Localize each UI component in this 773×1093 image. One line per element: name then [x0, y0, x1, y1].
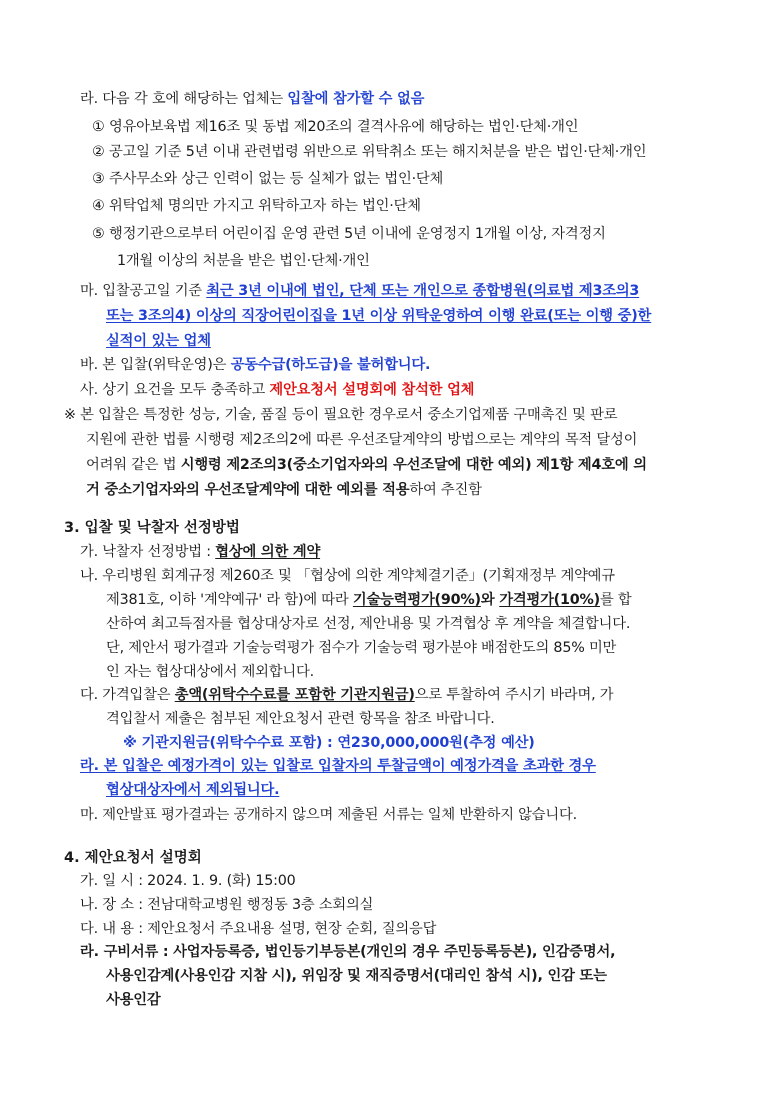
ma-text: 마. 입찰공고일 기준	[80, 283, 207, 299]
ma-emphasis-3: 실적이 있는 업체	[106, 333, 211, 349]
s3-na-price-eval: 가격평가(10%)	[499, 592, 600, 608]
ma-line-1	[80, 282, 639, 300]
ra-item-5-cont: 1개월 이상의 처분을 받은 법인·단체·개인	[117, 253, 370, 269]
note-line-1: ※ 본 입찰은 특정한 성능, 기술, 품질 등이 필요한 경우로서 중소기업제품 구매촉진 및 판로	[64, 407, 618, 423]
ra-item-5: ⑤ 행정기관으로부터 어린이집 운영 관련 5년 이내에 운영정지 1개월 이상, 자격정지	[92, 226, 606, 242]
s3-na-line-2-mid: 와	[480, 592, 500, 608]
note-line-4-text: 하여 추진함	[409, 482, 482, 498]
s4-ra-line-2: 사용인감계(사용인감 지참 시), 위임장 및 재직증명서(대리인 참석 시), 인감 또는	[106, 968, 607, 984]
s3-da-post: 으로 투찰하여 주시기 바라며, 가	[414, 687, 614, 703]
ba-text: 바. 본 입찰(위탁운영)은	[80, 357, 231, 373]
s3-na-line-4: 단, 제안서 평가결과 기술능력평가 점수가 기술능력 평가분야 배점한도의 85% 미만	[106, 640, 617, 656]
section-3-title: 3. 입찰 및 낙찰자 선정방법	[64, 520, 240, 536]
s3-na-tech-eval: 기술능력평가(90%)	[352, 592, 481, 608]
ba-emphasis: 공동수급(하도급)을 불허합니다.	[230, 357, 431, 373]
ra-item-4: ④ 위탁업체 명의만 가지고 위탁하고자 하는 법인·단체	[92, 198, 421, 214]
s3-ra-line-2: 협상대상자에서 제외됩니다.	[106, 782, 280, 798]
sa-line	[80, 381, 474, 399]
note-line-3-bold: 시행령 제2조의3(중소기업자와의 우선조달에 대한 예외) 제1항 제4호에 의	[180, 457, 647, 473]
section-4-title: 4. 제안요청서 설명회	[64, 850, 202, 866]
ra-item-1: ① 영유아보육법 제16조 및 동법 제20조의 결격사유에 해당하는 법인·단체·개인	[92, 119, 579, 135]
s3-da-emphasis: 총액(위탁수수료를 포함한 기관지원금)	[174, 687, 415, 703]
s3-da-text: 다. 가격입찰은	[80, 687, 175, 703]
s3-na-line-1: 나. 우리병원 회계규정 제260조 및 「협상에 의한 계약체결기준」(기획재정부 계약예규	[80, 568, 615, 584]
note-line-3	[86, 456, 647, 474]
ma-emphasis-2: 또는 3조의4) 이상의 직장어린이집을 1년 이상 위탁운영하여 이행 완료(또는 이행 중)한	[106, 308, 652, 324]
s3-na-line-5: 인 자는 협상대상에서 제외합니다.	[106, 664, 314, 680]
ra-emphasis: 입찰에 참가할 수 없음	[287, 91, 425, 107]
s3-ra-line-1: 라. 본 입찰은 예정가격이 있는 입찰로 입찰자의 투찰금액이 예정가격을 초과한 경우	[80, 758, 596, 774]
ra-item-3: ③ 주사무소와 상근 인력이 없는 등 실체가 없는 법인·단체	[92, 171, 444, 187]
s3-ga-text: 가. 낙찰자 선정방법 :	[80, 544, 216, 560]
s3-da-line-1	[80, 686, 613, 704]
s3-da-line-2: 격입찰서 제출은 첨부된 제안요청서 관련 항목을 참조 바랍니다.	[106, 711, 495, 727]
s3-ma-line: 마. 제안발표 평가결과는 공개하지 않으며 제출된 서류는 일체 반환하지 않습니다.	[80, 807, 577, 823]
note-line-4-bold: 거 중소기업자와의 우선조달계약에 대한 예외를 적용	[86, 482, 410, 498]
ra-text: 라. 다음 각 호에 해당하는 업체는	[80, 91, 288, 107]
note-line-3-text: 어려워 같은 법	[86, 457, 181, 473]
sa-emphasis: 제안요청서 설명회에 참석한 업체	[269, 382, 475, 398]
s3-ga-line	[80, 543, 320, 561]
s4-ra-line-3: 사용인감	[106, 992, 161, 1008]
s3-na-line-2	[106, 591, 632, 609]
s4-da-line: 다. 내 용 : 제안요청서 주요내용 설명, 현장 순회, 질의응답	[80, 921, 437, 937]
s3-na-line-2-post: 를 합	[599, 592, 632, 608]
s4-ra-line-1: 라. 구비서류 : 사업자등록증, 법인등기부등본(개인의 경우 주민등록등본), 인감증명서,	[80, 944, 616, 960]
s3-na-line-2-text: 제381호, 이하 '계약예규' 라 함)에 따라	[106, 592, 353, 608]
ra-item-2: ② 공고일 기준 5년 이내 관련법령 위반으로 위탁취소 또는 해지처분을 받은 법인·단체·개인	[92, 144, 647, 160]
s3-na-line-3: 산하여 최고득점자를 협상대상자로 선정, 제안내용 및 가격협상 후 계약을 체결합니다.	[106, 616, 631, 632]
ma-emphasis-1: 최근 3년 이내에 법인, 단체 또는 개인으로 종합병원(의료법 제3조의3	[206, 283, 640, 299]
ra-heading	[80, 90, 424, 108]
sa-text: 사. 상기 요건을 모두 충족하고	[80, 382, 270, 398]
ba-line	[80, 356, 430, 374]
s3-ga-emphasis: 협상에 의한 계약	[215, 544, 321, 560]
note-line-4	[86, 481, 482, 499]
s4-ga-line: 가. 일 시 : 2024. 1. 9. (화) 15:00	[80, 873, 296, 889]
note-line-2: 지원에 관한 법률 시행령 제2조의2에 따른 우선조달계약의 방법으로는 계약의 목적 달성이	[86, 432, 638, 448]
s3-da-note: ※ 기관지원금(위탁수수료 포함) : 연230,000,000원(추정 예산)	[123, 735, 535, 751]
s4-na-line: 나. 장 소 : 전남대학교병원 행정동 3층 소회의실	[80, 897, 374, 913]
